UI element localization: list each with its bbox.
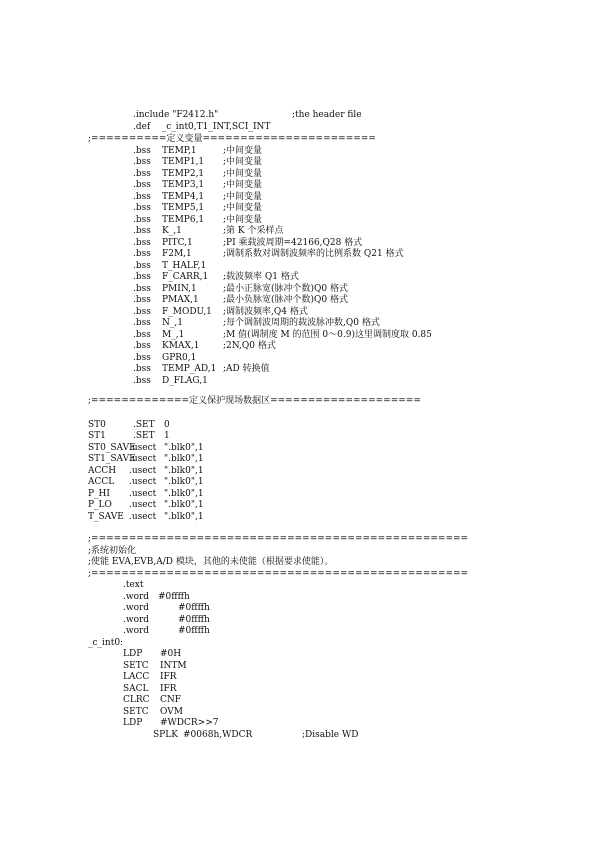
code-token: M_,1 — [162, 330, 185, 340]
code-token: .usect — [129, 443, 157, 453]
code-token: CNF — [160, 695, 182, 705]
code-token: .bss — [133, 226, 151, 236]
code-token: 0 — [164, 420, 170, 430]
code-token: #0H — [160, 649, 182, 659]
code-token: TEMP_AD,1 — [162, 364, 217, 374]
code-token: .include "F2412.h" — [133, 110, 219, 120]
code-token: ;the header file — [292, 110, 362, 120]
code-token: PMIN,1 — [162, 284, 197, 294]
code-token: T_HALF,1 — [162, 261, 207, 271]
code-token: IFR — [160, 684, 177, 694]
code-token: ;每个调制波周期的载波脉冲数,Q0 格式 — [223, 318, 380, 328]
code-token: .word — [123, 592, 150, 602]
code-token: .bss — [133, 238, 151, 248]
code-token: ACCH — [88, 466, 117, 476]
code-token: ;系统初始化 — [88, 546, 137, 556]
code-token: P_HI — [88, 489, 110, 499]
code-token: .SET — [133, 431, 155, 441]
code-token: ;使能 EVA,EVB,A/D 模块，其他的未使能（根据要求使能）。 — [88, 557, 334, 567]
code-token: .word — [123, 603, 150, 613]
code-token: ST0_SAVE — [88, 443, 136, 453]
code-token: .usect — [129, 466, 157, 476]
code-token: ;2N,Q0 格式 — [223, 341, 276, 351]
code-token: ;中间变量 — [223, 192, 263, 202]
code-token: ".blk0",1 — [164, 500, 204, 510]
code-token: PITC,1 — [162, 238, 193, 248]
code-token: ".blk0",1 — [164, 454, 204, 464]
code-token: .bss — [133, 180, 151, 190]
code-token: .bss — [133, 169, 151, 179]
code-token: .text — [123, 580, 144, 590]
code-token: IFR — [160, 672, 177, 682]
code-token: TEMP2,1 — [162, 169, 205, 179]
code-token: .bss — [133, 192, 151, 202]
code-token: .bss — [133, 307, 151, 317]
code-token: ST0 — [88, 420, 106, 430]
code-token: N_,1 — [162, 318, 183, 328]
code-token: .bss — [133, 376, 151, 386]
code-token: ;载波频率 Q1 格式 — [223, 272, 299, 282]
code-token: ".blk0",1 — [164, 443, 204, 453]
code-token: F2M,1 — [162, 249, 192, 259]
code-token: ;=============定义保护现场数据区==================== — [88, 396, 421, 406]
code-token: LACC — [123, 672, 150, 682]
code-token: ;中间变量 — [223, 215, 263, 225]
code-token: ST1 — [88, 431, 106, 441]
code-token: LDP — [123, 718, 143, 728]
code-token: ;中间变量 — [223, 203, 263, 213]
code-token: ;PI 乘载波周期=42166,Q28 格式 — [223, 238, 363, 248]
code-token: TEMP5,1 — [162, 203, 205, 213]
code-token: ;M 值(调制度 M 的范围 0～0.9)这里调制度取 0.85 — [223, 330, 432, 340]
code-token: KMAX,1 — [162, 341, 200, 351]
code-token: #0ffffh — [178, 626, 210, 636]
code-token: TEMP,1 — [162, 146, 197, 156]
code-token: ;================================================== — [88, 569, 469, 579]
code-token: ;中间变量 — [223, 169, 263, 179]
code-token: ".blk0",1 — [164, 512, 204, 522]
code-token: .usect — [129, 454, 157, 464]
code-token: .SET — [133, 420, 155, 430]
code-token: ;================================================== — [88, 534, 469, 544]
code-token: ST1_SAVE — [88, 454, 136, 464]
code-token: ;中间变量 — [223, 180, 263, 190]
code-token: .bss — [133, 318, 151, 328]
code-token: ".blk0",1 — [164, 466, 204, 476]
code-token: ".blk0",1 — [164, 477, 204, 487]
code-token: .bss — [133, 249, 151, 259]
code-token: TEMP6,1 — [162, 215, 205, 225]
code-token: 1 — [164, 431, 170, 441]
code-token: #0ffffh — [178, 603, 210, 613]
code-token: D_FLAG,1 — [162, 376, 208, 386]
code-token: K_,1 — [162, 226, 182, 236]
code-token: ACCL — [88, 477, 115, 487]
code-token: T_SAVE — [88, 512, 124, 522]
code-token: .bss — [133, 215, 151, 225]
code-token: PMAX,1 — [162, 295, 199, 305]
code-token: #0ffffh — [178, 615, 210, 625]
code-token: SPLK — [153, 730, 178, 740]
code-token: .def _c_int0,T1_INT,SCI_INT — [133, 122, 271, 132]
code-token: F_CARR,1 — [162, 272, 209, 282]
code-token: .bss — [133, 364, 151, 374]
code-token: P_LO — [88, 500, 112, 510]
code-token: .bss — [133, 295, 151, 305]
code-token: ;最小正脉宽(脉冲个数)Q0 格式 — [223, 284, 349, 294]
code-token: ;最小负脉宽(脉冲个数)Q0 格式 — [223, 295, 349, 305]
code-token: #0068h,WDCR — [183, 730, 253, 740]
code-token: .bss — [133, 157, 151, 167]
code-token: ;Disable WD — [302, 730, 359, 740]
code-token: .usect — [129, 477, 157, 487]
code-token: SETC — [123, 707, 149, 717]
code-token: OVM — [160, 707, 183, 717]
code-token: ;调制波频率,Q4 格式 — [223, 307, 308, 317]
code-token: .word — [123, 626, 150, 636]
code-token: F_MODU,1 — [162, 307, 212, 317]
code-token: TEMP3,1 — [162, 180, 205, 190]
code-token: .bss — [133, 284, 151, 294]
code-token: .bss — [133, 330, 151, 340]
code-token: SETC — [123, 661, 149, 671]
code-token: GPR0,1 — [162, 353, 197, 363]
code-token: .bss — [133, 146, 151, 156]
code-token: CLRC — [123, 695, 150, 705]
code-token: ;中间变量 — [223, 157, 263, 167]
code-token: ".blk0",1 — [164, 489, 204, 499]
code-token: ;调制系数对调制波频率的比例系数 Q21 格式 — [223, 249, 404, 259]
code-token: .usect — [129, 489, 157, 499]
code-token: TEMP1,1 — [162, 157, 205, 167]
code-token: .word — [123, 615, 150, 625]
code-token: TEMP4,1 — [162, 192, 205, 202]
code-token: INTM — [160, 661, 187, 671]
code-token: ;==========定义变量======================= — [88, 134, 376, 144]
code-token: ;第 K 个采样点 — [223, 226, 284, 236]
code-token: ;AD 转换值 — [223, 364, 270, 374]
code-token: ;中间变量 — [223, 146, 263, 156]
code-token: #0ffffh — [158, 592, 190, 602]
code-token: .bss — [133, 261, 151, 271]
code-token: .usect — [129, 500, 157, 510]
code-token: .bss — [133, 272, 151, 282]
code-token: SACL — [123, 684, 149, 694]
code-token: #WDCR>>7 — [160, 718, 219, 728]
code-token: .bss — [133, 341, 151, 351]
code-token: .usect — [129, 512, 157, 522]
code-token: LDP — [123, 649, 143, 659]
code-token: .bss — [133, 203, 151, 213]
code-token: _c_int0: — [88, 638, 124, 648]
code-token: .bss — [133, 353, 151, 363]
